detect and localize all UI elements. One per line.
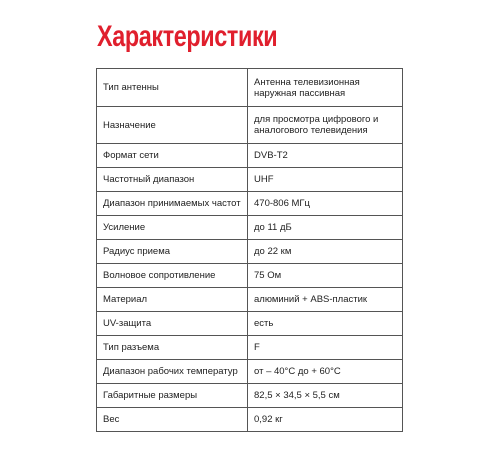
spec-key: Назначение: [97, 107, 248, 144]
spec-key: Диапазон рабочих температур: [97, 360, 248, 384]
table-row: [97, 336, 403, 360]
table-row: [97, 144, 403, 168]
table-row: [97, 288, 403, 312]
spec-key: Радиус приема: [97, 240, 248, 264]
table-row: [97, 312, 403, 336]
table-row: [97, 216, 403, 240]
spec-value: до 22 км: [248, 240, 403, 264]
spec-value: 470-806 МГц: [248, 192, 403, 216]
table-row: [97, 69, 403, 107]
spec-value: до 11 дБ: [248, 216, 403, 240]
spec-key: Диапазон принимаемых частот: [97, 192, 248, 216]
spec-key: Тип антенны: [97, 69, 248, 107]
spec-key: Усиление: [97, 216, 248, 240]
spec-key: UV-защита: [97, 312, 248, 336]
specifications-table: [96, 68, 403, 432]
spec-value: от – 40°C до + 60°C: [248, 360, 403, 384]
table-row: [97, 384, 403, 408]
spec-value: 82,5 × 34,5 × 5,5 см: [248, 384, 403, 408]
spec-value: есть: [248, 312, 403, 336]
table-row: [97, 264, 403, 288]
spec-value: DVB-T2: [248, 144, 403, 168]
table-row: [97, 107, 403, 144]
spec-value: 75 Ом: [248, 264, 403, 288]
spec-value: UHF: [248, 168, 403, 192]
spec-value: Антенна телевизионная наружная пассивная: [248, 69, 403, 107]
table-row: [97, 360, 403, 384]
spec-value: для просмотра цифрового и аналогового телевидения: [248, 107, 403, 144]
spec-key: Материал: [97, 288, 248, 312]
page-title: Характеристики: [97, 20, 278, 53]
spec-key: Вес: [97, 408, 248, 432]
table-row: [97, 192, 403, 216]
spec-key: Частотный диапазон: [97, 168, 248, 192]
spec-key: Тип разъема: [97, 336, 248, 360]
table-row: [97, 408, 403, 432]
spec-key: Формат сети: [97, 144, 248, 168]
spec-value: 0,92 кг: [248, 408, 403, 432]
table-row: [97, 240, 403, 264]
spec-value: алюминий + ABS-пластик: [248, 288, 403, 312]
spec-key: Габаритные размеры: [97, 384, 248, 408]
spec-value: F: [248, 336, 403, 360]
table-row: [97, 168, 403, 192]
spec-key: Волновое сопротивление: [97, 264, 248, 288]
